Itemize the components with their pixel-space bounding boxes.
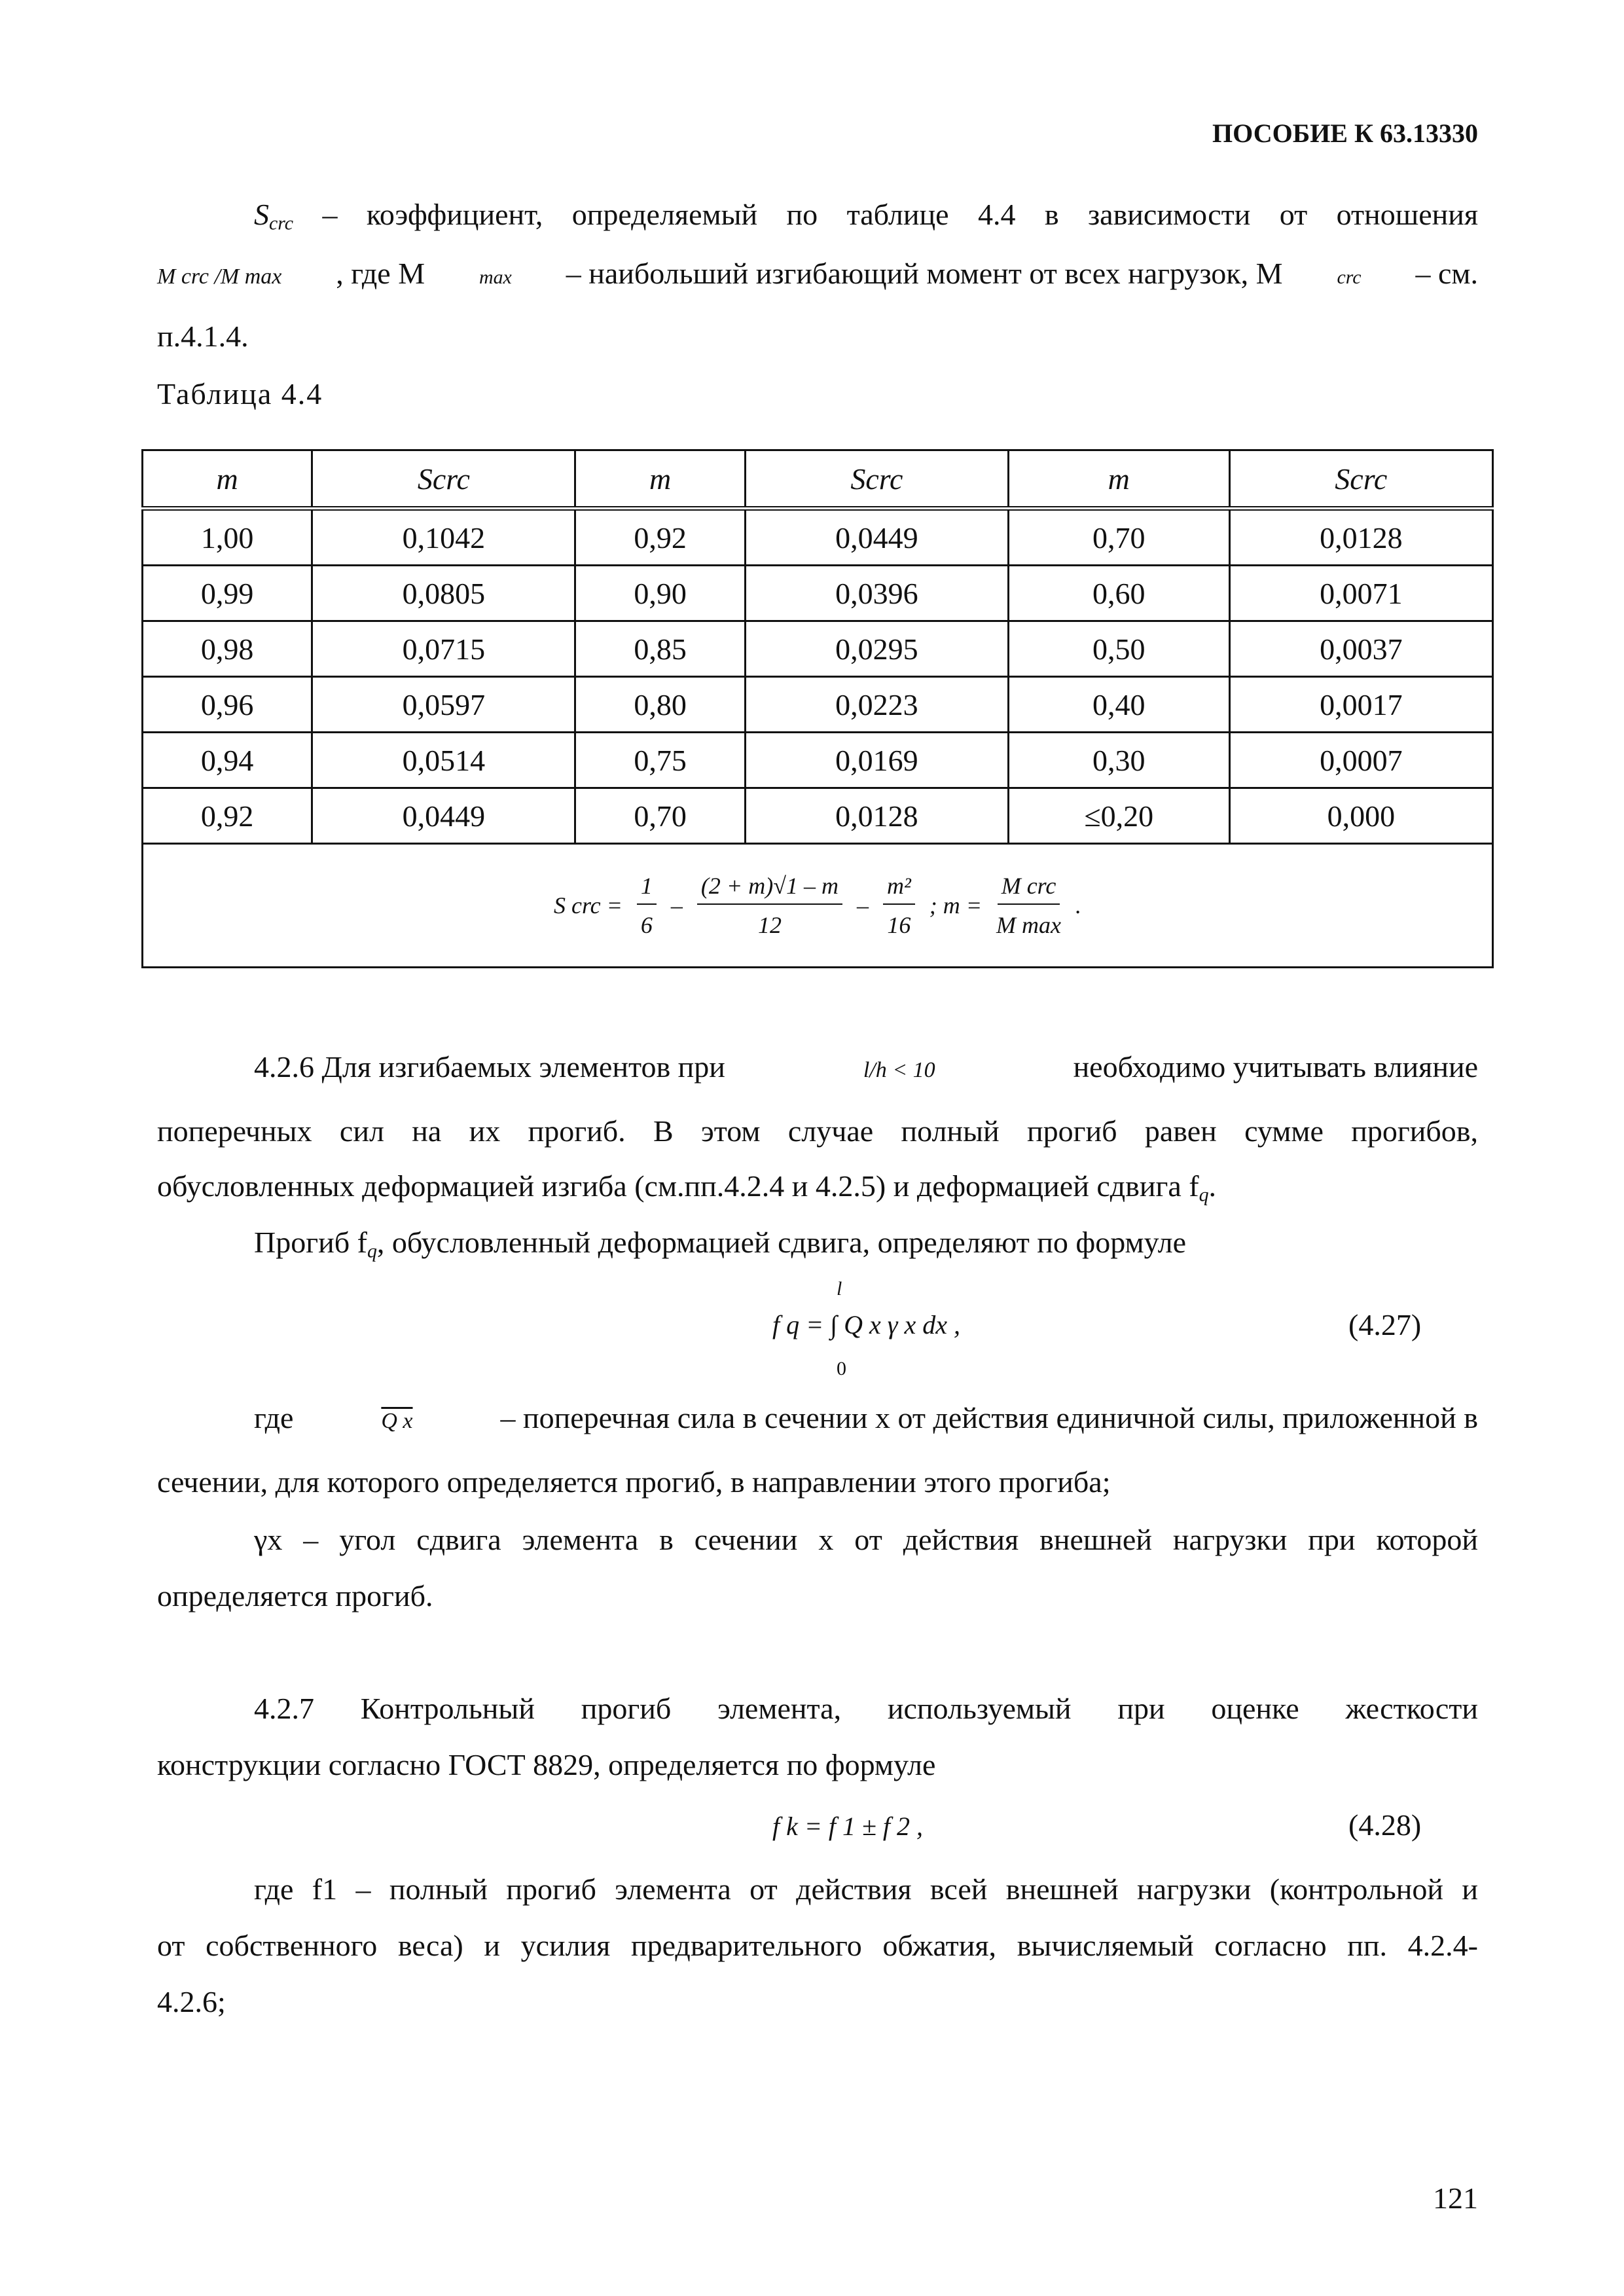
table-header-row <box>143 450 1493 509</box>
table-cell: 0,0007 <box>1229 733 1492 788</box>
table-cell: 0,0449 <box>312 788 575 844</box>
gamma-line-2: определяется прогиб. <box>157 1579 433 1613</box>
table-cell: 0,0449 <box>745 509 1008 566</box>
where-q-line-2: сечении, для которого определяется прогиб, в направлении этого прогиба; <box>157 1465 1111 1499</box>
intro-line-2: M crc /M max , где M max – наибольший изгибающий момент от всех нагрузок, M crc – см. <box>157 255 1478 296</box>
table-row <box>143 621 1493 677</box>
s427-where-2: от собственного веса) и усилия предварительного обжатия, вычисляемый согласно пп. 4.2.4- <box>157 1929 1478 1962</box>
s426-line-1: 4.2.6 Для изгибаемых элементов при l/h < 10 необходимо учитывать влияние <box>254 1049 1478 1089</box>
table-row <box>143 733 1493 788</box>
intro-line-1: $S_{crc}$ – коэффициент, определяемый по таблице 4.4 в зависимости от отношения <box>254 198 1479 234</box>
s427-where-3: 4.2.6; <box>157 1985 226 2018</box>
formula-4-28: f k = f 1 ± f 2 , <box>772 1812 924 1841</box>
table-caption: Таблица 4.4 <box>157 377 323 410</box>
table-cell: 0,70 <box>1008 509 1229 566</box>
table-header-cell: Scrc <box>1229 450 1492 509</box>
table-formula-cell <box>143 844 1493 968</box>
formula-4-27: f q = ∫ Q x γ x dx , <box>772 1310 960 1339</box>
table-cell: 0,92 <box>143 788 312 844</box>
table-cell: 0,0396 <box>745 566 1008 621</box>
table-header-cell: m <box>575 450 745 509</box>
s426-line-3: обусловленных деформацией изгиба (см.пп.4.2.4 и 4.2.5) и деформацией сдвига $f_q$. <box>157 1169 1217 1206</box>
table-cell: 0,0037 <box>1229 621 1492 677</box>
ratio-formula: M crc /M max <box>157 264 282 289</box>
page-header-title: ПОСОБИЕ К 63.13330 <box>1212 118 1478 148</box>
table-cell: 0,000 <box>1229 788 1492 844</box>
table-cell: 0,92 <box>575 509 745 566</box>
table-cell: 0,90 <box>575 566 745 621</box>
table-cell: 0,0128 <box>745 788 1008 844</box>
table-cell: 0,0597 <box>312 677 575 733</box>
scrc-formula: S crc = $\frac{1}{6}$ – $\frac{(2 + m)√1 - m}{12}$ – $\frac{\text{m²}}{16}$ ; m = $\frac{\text{M crc}}{\text{M max}}$ . <box>553 873 1081 938</box>
table-formula-row <box>143 844 1493 968</box>
table-cell: 0,60 <box>1008 566 1229 621</box>
table-header-cell: m <box>143 450 312 509</box>
table-cell: 0,0715 <box>312 621 575 677</box>
table-row <box>143 677 1493 733</box>
table-header-cell: Scrc <box>745 450 1008 509</box>
table-header-cell: m <box>1008 450 1229 509</box>
table-row <box>143 566 1493 621</box>
s426-line-4: Прогиб $f_q$, обусловленный деформацией сдвига, определяют по формуле <box>254 1226 1186 1262</box>
table-cell: 0,40 <box>1008 677 1229 733</box>
s427-line-1: 4.2.7 Контрольный прогиб элемента, используемый при оценке жесткости <box>254 1692 1478 1725</box>
s426-line-2: поперечных сил на их прогиб. В этом случае полный прогиб равен сумме прогибов, <box>157 1114 1478 1148</box>
table-cell: 0,0017 <box>1229 677 1492 733</box>
intro-line-3: п.4.1.4. <box>157 319 249 353</box>
formula-4-27-upper-limit: l <box>837 1278 842 1300</box>
gamma-line-1: γx – угол сдвига элемента в сечении x от действия внешней нагрузки при которой <box>254 1523 1478 1556</box>
table-cell: ≤0,20 <box>1008 788 1229 844</box>
table-cell: 0,0295 <box>745 621 1008 677</box>
s427-line-2: конструкции согласно ГОСТ 8829, определяется по формуле <box>157 1748 936 1781</box>
table-cell: 0,0805 <box>312 566 575 621</box>
table-cell: 0,0514 <box>312 733 575 788</box>
table-cell: 0,99 <box>143 566 312 621</box>
formula-4-27-number: (4.27) <box>1348 1308 1422 1341</box>
table-cell: 0,80 <box>575 677 745 733</box>
table-cell: 0,0071 <box>1229 566 1492 621</box>
table-cell: 0,75 <box>575 733 745 788</box>
formula-4-28-number: (4.28) <box>1348 1808 1422 1842</box>
table-cell: 0,94 <box>143 733 312 788</box>
table-header-cell: Scrc <box>312 450 575 509</box>
lh-ratio: l/h < 10 <box>863 1058 935 1082</box>
table-row <box>143 788 1493 844</box>
table-cell: 0,70 <box>575 788 745 844</box>
table-row <box>143 509 1493 566</box>
where-q-line: где Q x – поперечная сила в сечении x от действия единичной силы, приложенной в <box>254 1400 1478 1440</box>
table-cell: 1,00 <box>143 509 312 566</box>
table-cell: 0,1042 <box>312 509 575 566</box>
page-number: 121 <box>1433 2181 1478 2215</box>
table-cell: 0,0128 <box>1229 509 1492 566</box>
s427-where-1: где f1 – полный прогиб элемента от действия всей внешней нагрузки (контрольной и <box>254 1872 1478 1906</box>
table-cell: 0,96 <box>143 677 312 733</box>
q-symbol: Q x <box>381 1409 413 1433</box>
table-4-4 <box>141 449 1494 968</box>
formula-4-27-lower-limit: 0 <box>837 1358 846 1379</box>
table-cell: 0,98 <box>143 621 312 677</box>
table-cell: 0,85 <box>575 621 745 677</box>
table-cell: 0,0169 <box>745 733 1008 788</box>
table-cell: 0,50 <box>1008 621 1229 677</box>
table-cell: 0,30 <box>1008 733 1229 788</box>
table-cell: 0,0223 <box>745 677 1008 733</box>
